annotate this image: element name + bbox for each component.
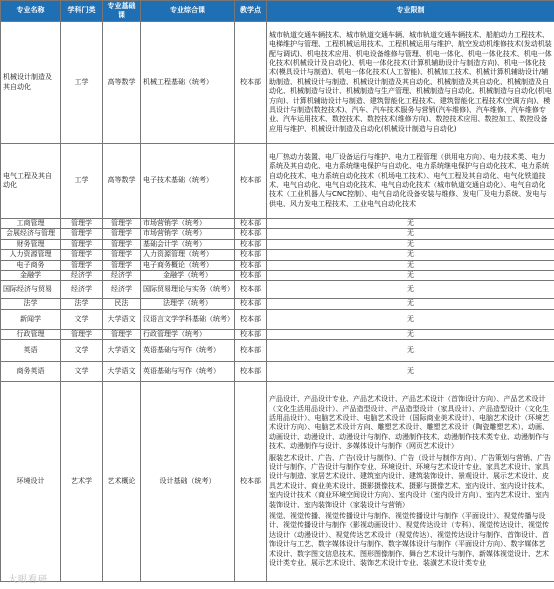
restriction-paragraph: 服装艺术设计、广告、广告(设计与制作)、广告（设计与制作方向）、广告策划与营销、广告设计与制作、广告设计与制作专业、环境设计、环境与艺术设计专业、家具艺术设计、家具设计与制造、家居艺术设计、建筑室内设计、建筑装饰设计、景观设计、展示艺术设计、皮具艺术设计、商业美术设计、摄影摄像技术、摄影与摄像艺术、室内设计、室内设计技术、室内设计技术（商业环境空间设计方向）、室内设计（室内设计方向）、室内艺术设计、室内装饰设计、室内装饰设计（家装设计与营销） (269, 453, 551, 509)
comprehensive-course: 市场营销学（统考） (141, 229, 235, 239)
table-row (1, 281, 554, 299)
table-row (1, 250, 554, 260)
discipline: 文学 (61, 362, 103, 382)
teaching-site: 校本部 (235, 309, 267, 329)
base-course: 管理学 (103, 329, 141, 339)
major-name: 电子商务 (1, 260, 61, 270)
teaching-site: 校本部 (235, 239, 267, 249)
major-name: 电气工程及其自动化 (1, 144, 61, 219)
base-course: 艺术概论 (103, 382, 141, 582)
restriction: 城市轨道交通车辆技术、城市轨道交通车辆、城市轨道交通车辆技术、船舶动力工程技术、电梯维护与管理、工程机械运用技术、工程机械运用与维护、航空发动机维修技术(发动机装配与调试)、机电技术应用、机电设备维修与管理、机电一体化、机电一体化技术、机电一体化技术(机械设计及自动化)、机电一体化技术(计算机辅助设计与制造方向)、机电一体化技术(模具设计与制造)、机电一体化技术(人工智能)、机械加工技术、机械计算机辅助设计/辅助制造、机械设计与制造、机械设计制造及其自动化、机械制造及其自动化、机械制造及自动化、机械制造与设计、机械制造与生产管理、机械制造与自动化、机械制造与自动化(机电方向)、计算机辅助设计与制造、建筑智能化工程技术、建筑智能化工程技术(空调方向)、模具设计与制造(数控技术)、汽车、汽车技术服务与营销(汽车维修)、汽车维修、汽车维修专业、汽车运用技术、数控技术、数控技术(维修方向)、数控技术应用、数控加工、数控设备应用与维护、机械设计制造及自动化(机械设计制造与自动化) (267, 22, 554, 144)
comprehensive-course: 设计基础（统考） (141, 382, 235, 582)
header-restriction: 专业限制 (267, 1, 554, 22)
comprehensive-course: 人力资源管理（统考） (141, 250, 235, 260)
major-name: 金融学 (1, 271, 61, 281)
restriction: 无 (267, 239, 554, 249)
table-row (1, 239, 554, 249)
restriction: 无 (267, 250, 554, 260)
table-row (1, 219, 554, 229)
comprehensive-course: 国际贸易理论与实务（统考） (141, 281, 235, 299)
base-course: 大学语文 (103, 309, 141, 329)
major-name: 商务英语 (1, 362, 61, 382)
restriction: 电厂热动力装置、电厂设备运行与维护、电力工程管理（供用电方向）、电力技术类、电力系统及其自动化、电力系统继电保护与自动化、电力系统继电保护与自动化技术、电力系统自动化技术、电力系统自动化技术（机场电工技术）、电气工程及其自动化、电气化铁道技术、电气自动化、电气自动化技术、电气自动化技术（城市轨道交通自动化）、电气自动化技术（工业机器人与CNC控制）、电气自动化设备安装与维修、发电厂及电力系统、发电与供电、风力发电工程技术、工业电气自动化技术 (267, 144, 554, 219)
base-course: 管理学 (103, 239, 141, 249)
major-name: 会展经济与管理 (1, 229, 61, 239)
teaching-site: 校本部 (235, 144, 267, 219)
major-name: 新闻学 (1, 309, 61, 329)
major-name: 机械设计制造及其自动化 (1, 22, 61, 144)
restriction: 无 (267, 340, 554, 362)
comprehensive-course: 英语基础与写作（统考） (141, 362, 235, 382)
restriction (267, 382, 554, 582)
table-row (1, 362, 554, 382)
table-row (1, 340, 554, 362)
header-teaching-site: 教学点 (235, 1, 267, 22)
table-row (1, 299, 554, 309)
restriction: 无 (267, 260, 554, 270)
discipline: 管理学 (61, 219, 103, 229)
major-name: 人力资源管理 (1, 250, 61, 260)
header-major-name: 专业名称 (1, 1, 61, 22)
comprehensive-course: 电子技术基础（统考） (141, 144, 235, 219)
teaching-site: 校本部 (235, 229, 267, 239)
teaching-site: 校本部 (235, 299, 267, 309)
discipline: 经济学 (61, 271, 103, 281)
teaching-site: 校本部 (235, 260, 267, 270)
base-course: 管理学 (103, 250, 141, 260)
base-course: 管理学 (103, 219, 141, 229)
comprehensive-course: 基础会计学（统考） (141, 239, 235, 249)
major-name: 财务管理 (1, 239, 61, 249)
teaching-site: 校本部 (235, 382, 267, 582)
base-course: 大学语文 (103, 362, 141, 382)
restriction: 无 (267, 309, 554, 329)
restriction: 无 (267, 229, 554, 239)
base-course: 经济学 (103, 281, 141, 299)
restriction: 无 (267, 219, 554, 229)
comprehensive-course: 金融学（统考） (141, 271, 235, 281)
discipline: 管理学 (61, 260, 103, 270)
base-course: 管理学 (103, 260, 141, 270)
discipline: 文学 (61, 340, 103, 362)
discipline: 经济学 (61, 281, 103, 299)
base-course: 高等数学 (103, 144, 141, 219)
teaching-site: 校本部 (235, 329, 267, 339)
table-row (1, 229, 554, 239)
comprehensive-course: 英语基础与写作（统考） (141, 340, 235, 362)
header-base-course: 专业基础课 (103, 1, 141, 22)
major-name: 国际经济与贸易 (1, 281, 61, 299)
discipline: 工学 (61, 22, 103, 144)
base-course: 高等数学 (103, 22, 141, 144)
table-row (1, 260, 554, 270)
discipline: 管理学 (61, 229, 103, 239)
discipline: 工学 (61, 144, 103, 219)
restriction-paragraph: 视觉、视觉传播、视觉传播设计与制作、视觉传播设计与制作（平面设计）、视觉传播与设计、视觉传播设计与制作（影视动画设计）、视觉传达设计（专科）、视觉传达设计、视觉传达设计（动漫设计）、视觉传达艺术设计（视觉传达）、视觉传达设计与制作、首饰设计、首饰设计与工艺、数字媒体设计与制作、数字媒体设计与制作（平面设计方向）、数字媒体艺术设计、数字图文信息技术、图形图像制作、舞台艺术设计与制作、新媒体视觉设计、艺术设计类专业、展示艺术设计、装饰艺术设计专业、装潢艺术设计类专业 (269, 511, 549, 567)
comprehensive-course: 市场营销学（统考） (141, 219, 235, 229)
restriction: 无 (267, 281, 554, 299)
table-row (1, 144, 554, 219)
major-name: 英语 (1, 340, 61, 362)
discipline: 管理学 (61, 329, 103, 339)
major-name: 行政管理 (1, 329, 61, 339)
table-row (1, 382, 554, 582)
teaching-site: 校本部 (235, 22, 267, 144)
teaching-site: 校本部 (235, 250, 267, 260)
major-name: 法学 (1, 299, 61, 309)
teaching-site: 校本部 (235, 271, 267, 281)
restriction-paragraph: 产品设计、产品设计专业、产品艺术设计、产品艺术设计（首饰设计方向）、产品艺术设计（文化生活用品设计）、产品造型设计、产品造型设计（家具设计）、产品造型设计（文化生活用品设计）、电脑艺术设计、电脑艺术设计（国际商业美术设计）、电脑艺术设计（环境艺术设计方向）、电脑艺术设计方向、雕塑艺术设计、雕塑艺术设计（陶瓷雕塑艺术）、动画、动画设计、动漫设计、动漫设计与制作、动漫制作技术、动漫制作技术类专业、动漫制作与技术、动漫制作与设计、多媒体设计与制作（网页艺术设计） (269, 395, 549, 451)
comprehensive-course: 电子商务概论（统考） (141, 260, 235, 270)
base-course: 管理学 (103, 229, 141, 239)
watermark: 大眼看研 (8, 575, 49, 585)
restriction: 无 (267, 329, 554, 339)
teaching-site: 校本部 (235, 219, 267, 229)
table-header-row (1, 1, 554, 22)
discipline: 管理学 (61, 250, 103, 260)
teaching-site: 校本部 (235, 281, 267, 299)
comprehensive-course: 机械工程基础（统考） (141, 22, 235, 144)
base-course: 大学语文 (103, 340, 141, 362)
discipline: 管理学 (61, 239, 103, 249)
comprehensive-course: 法理学（统考） (141, 299, 235, 309)
teaching-site: 校本部 (235, 362, 267, 382)
comprehensive-course: 汉语言文学学科基础（统考） (141, 309, 235, 329)
table-row (1, 309, 554, 329)
header-comprehensive-course: 专业综合课 (141, 1, 235, 22)
restriction: 无 (267, 271, 554, 281)
table-row (1, 329, 554, 339)
major-name: 工商管理 (1, 219, 61, 229)
discipline: 文学 (61, 309, 103, 329)
discipline: 艺术学 (61, 382, 103, 582)
header-discipline: 学科门类 (61, 1, 103, 22)
teaching-site: 校本部 (235, 340, 267, 362)
table-row (1, 271, 554, 281)
restriction: 无 (267, 299, 554, 309)
base-course: 民法 (103, 299, 141, 309)
base-course: 经济学 (103, 271, 141, 281)
comprehensive-course: 行政管理学（统考） (141, 329, 235, 339)
discipline: 法学 (61, 299, 103, 309)
table-row (1, 22, 554, 144)
major-name: 环境设计 (1, 382, 61, 582)
restriction: 无 (267, 362, 554, 382)
